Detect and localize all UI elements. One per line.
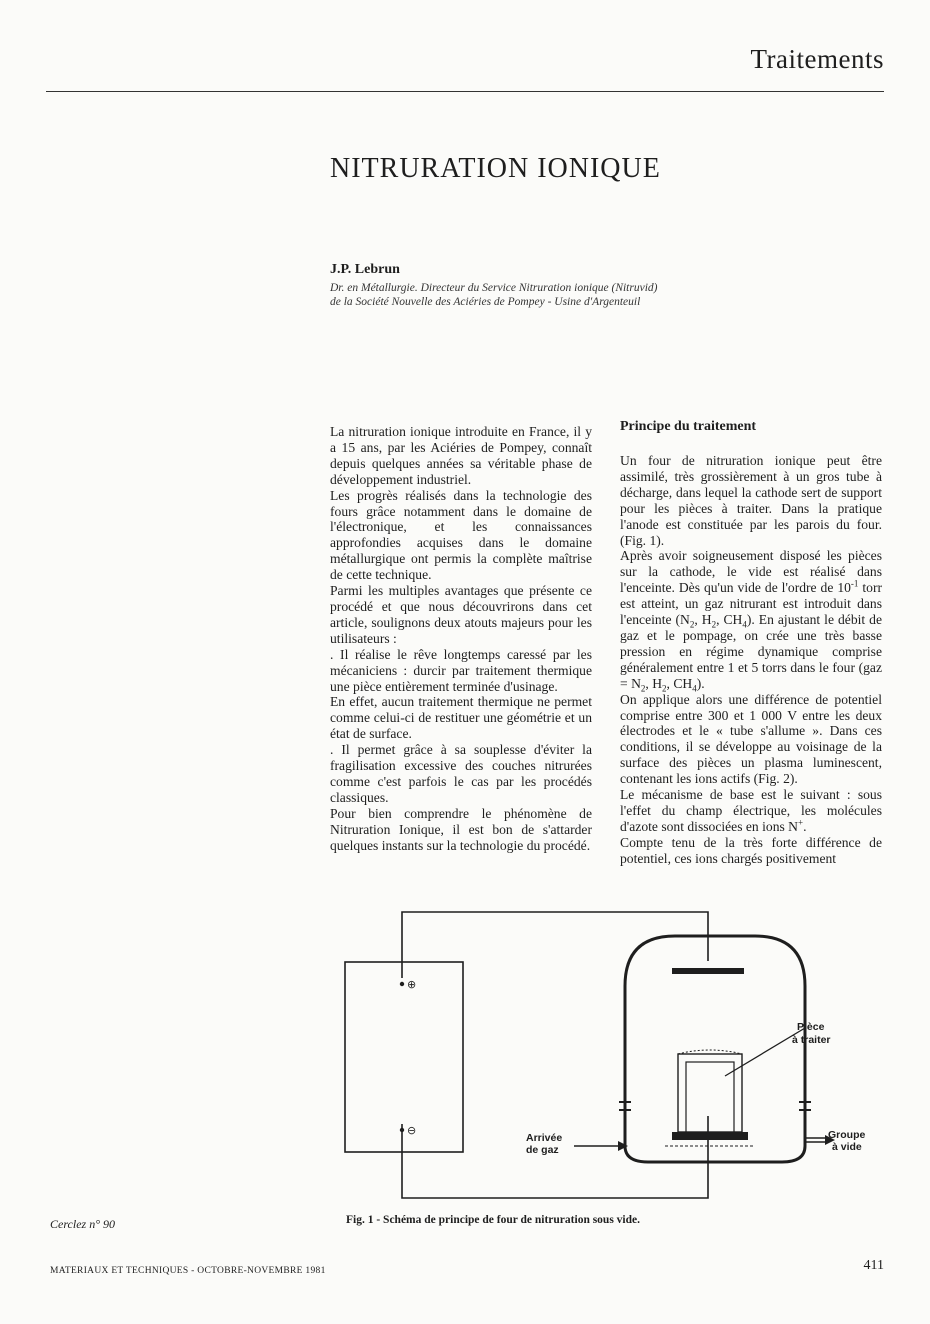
reader-service-number: Cerclez n° 90 — [50, 1217, 116, 1231]
article-title: NITRURATION IONIQUE — [330, 153, 661, 184]
paragraph: Après avoir soigneusement disposé les pièces sur la cathode, le vide est réalisé dans l'enceinte. Dès qu'un vide de l'ordre de $10^{-1}$ torr est atteint, un gaz nitrurant est introduit dans l'enceinte ($N_2$, $H_2$, $CH_4$). En ajustant le débit de gaz et le pompage, on crée une très basse pression en régime dynamique comprise généralement entre 1 et 5 torrs dans le four ($gaz = N_2$, $H_2$, $CH_4$). — [620, 548, 883, 694]
page-number: 411 — [863, 1258, 884, 1273]
column-right — [620, 453, 882, 867]
paragraph: Le mécanisme de base est le suivant : sous l'effet du champ électrique, les molécules d'azote sont dissociées en ions N+. — [620, 787, 882, 834]
label-vacuum-2: à vide — [832, 1141, 862, 1153]
affiliation-line-1: Dr. en Métallurgie. Directeur du Service Nitruration ionique (Nitruvid) — [330, 282, 658, 294]
furnace-wall-top — [625, 936, 805, 1066]
paragraph: Compte tenu de la très forte différence de potentiel, ces ions chargés positivement — [620, 834, 882, 866]
author-affiliation — [330, 281, 658, 309]
paragraph: Un four de nitruration ionique peut être assimilé, très grossièrement à un gros tube à décharge, dans lequel la cathode sert de support pour les pièces à traiter. Dans la pratique l'anode est constituée par les parois du four. (Fig. 1). — [620, 453, 882, 548]
paragraph: . Il permet grâce à sa souplesse d'éviter la fragilisation excessive des couches nitrurées comme c'est parfois le cas par les procédés classiques. — [330, 742, 592, 805]
power-supply — [345, 962, 463, 1152]
label-gas-1: Arrivée — [526, 1132, 563, 1144]
affiliation-line-2: de la Société Nouvelle des Aciéries de Pompey - Usine d'Argenteuil — [330, 296, 641, 308]
paragraph: En effet, aucun traitement thermique ne permet comme celui-ci de restituer une géométrie et un état de surface. — [330, 694, 592, 742]
paragraph: Les progrès réalisés dans la technologie des fours grâce notamment dans le domaine de l'électronique, et les connaissances approfondies acquises dans le domaine métallurgique ont permis la complète maîtrise de cette technique. — [330, 487, 592, 583]
paragraph: La nitruration ionique introduite en France, il y a 15 ans, par les Aciéries de Pompey, connaît depuis quelques années sa véritable phase de développement industriel. — [330, 424, 592, 487]
paragraph: . Il réalise le rêve longtemps caressé par les mécaniciens : durcir par traitement thermique une pièce entièrement terminée d'usinage. — [330, 646, 592, 694]
paragraph: Pour bien comprendre le phénomène de Nitruration Ionique, il est bon de s'attarder quelques instants sur la technologie du procédé. — [330, 805, 592, 853]
anode-bar — [672, 968, 744, 974]
wire-cathode — [402, 1116, 708, 1198]
cathode-plate — [672, 1132, 748, 1140]
section-heading: Principe du traitement — [620, 419, 757, 434]
label-vacuum-1: Groupe — [828, 1129, 866, 1141]
label-gas-2: de gaz — [526, 1144, 559, 1156]
minus-terminal-icon: ⊖ — [407, 1124, 417, 1137]
plus-terminal-icon: ⊕ — [407, 978, 417, 991]
column-left — [330, 424, 592, 853]
section-header: Traitements — [750, 44, 884, 74]
label-piece-2: à traiter — [792, 1034, 831, 1046]
workpiece — [678, 1054, 742, 1132]
paragraph: Parmi les multiples avantages que présente ce procédé et que nous découvrirons dans cet article, soulignons deux atouts majeurs pour les utilisateurs : — [330, 583, 592, 646]
paragraph: On applique alors une différence de potentiel comprise entre 300 et 1 000 V entre les deux électrodes et le « tube s'allume ». Dans ces conditions, il se développe au voisinage de la surface des pièces un plasma luminescent, contenant les ions actifs (Fig. 2). — [620, 691, 882, 787]
journal-footer: MATERIAUX ET TECHNIQUES - OCTOBRE-NOVEMBRE 1981 — [50, 1266, 326, 1276]
wire-anode — [402, 912, 708, 978]
author-name: J.P. Lebrun — [330, 262, 400, 277]
figure-caption: Fig. 1 - Schéma de principe de four de nitruration sous vide. — [346, 1214, 641, 1226]
furnace-diagram — [300, 906, 880, 1206]
label-piece-1: Pièce — [797, 1021, 825, 1033]
header-rule — [46, 91, 884, 92]
